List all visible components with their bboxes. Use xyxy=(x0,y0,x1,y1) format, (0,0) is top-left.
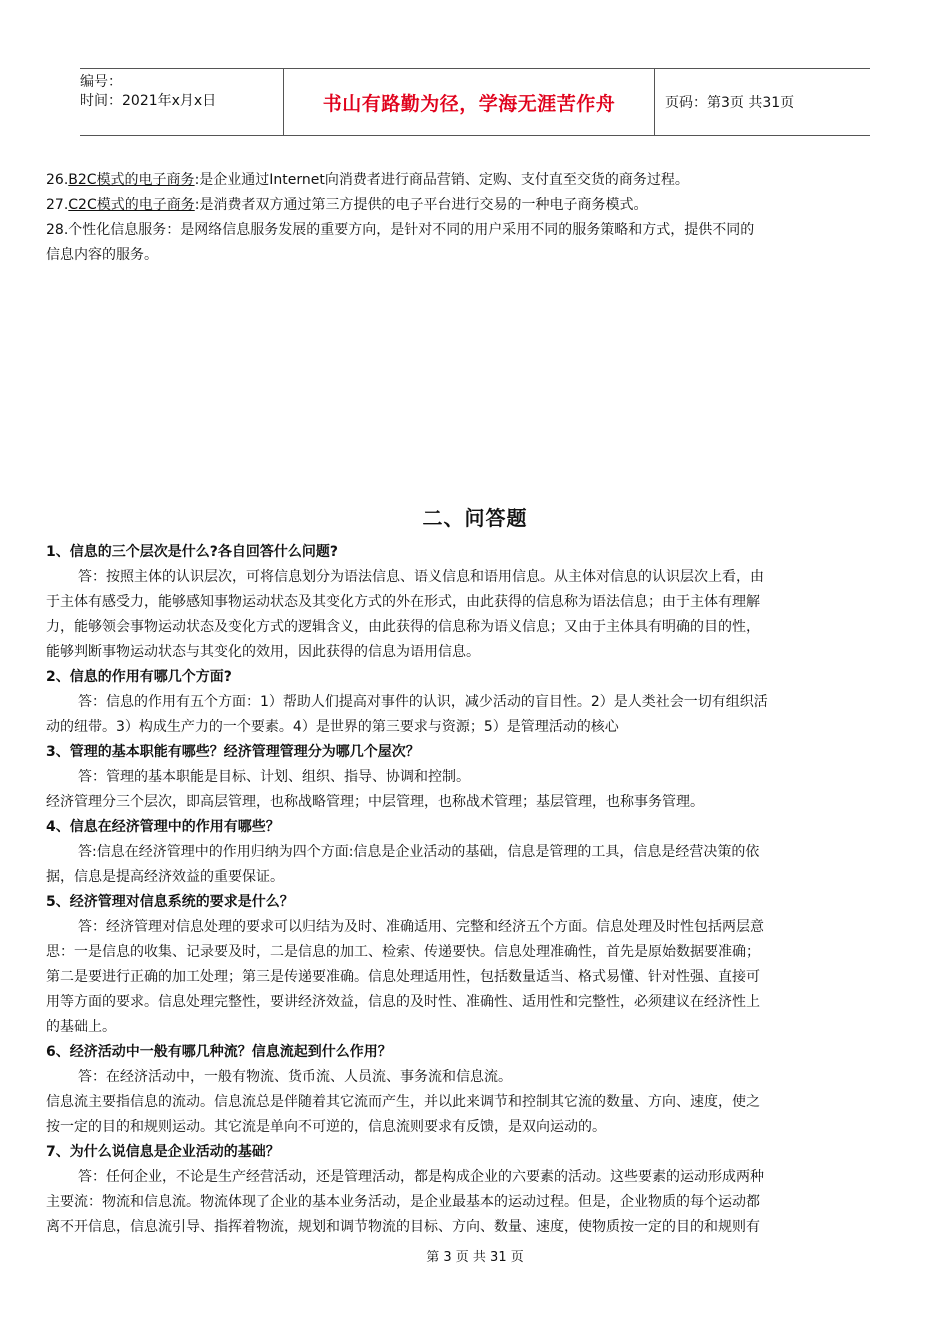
question: 3、管理的基本职能有哪些？经济管理管理分为哪几个屋次？ xyxy=(46,744,420,760)
answer-line: 力，能够领会事物运动状态及变化方式的逻辑含义，由此获得的信息称为语义信息；又由于主体具有明确的目的性， xyxy=(46,619,760,635)
answer-line: 的基础上。 xyxy=(46,1019,116,1035)
answer-line: 能够判断事物运动状态与其变化的效用，因此获得的信息为语用信息。 xyxy=(46,644,480,660)
answer-line: 动的纽带。3）构成生产力的一个要素。4）是世界的第三要求与资源；5）是管理活动的核心 xyxy=(46,719,619,735)
question: 1、信息的三个层次是什么?各自回答什么问题? xyxy=(46,544,338,560)
definition-term: C2C模式的电子商务 xyxy=(68,197,195,213)
definition-item: 28.个性化信息服务：是网络信息服务发展的重要方向，是针对不同的用户采用不同的服务策略和方式，提供不同的 xyxy=(46,222,755,238)
definition-item: 26.B2C模式的电子商务:是企业通过Internet向消费者进行商品营销、定购、支付直至交货的商务过程。 xyxy=(46,172,689,188)
answer-line: 据，信息是提高经济效益的重要保证。 xyxy=(46,869,284,885)
answer-line: 主要流：物流和信息流。物流体现了企业的基本业务活动，是企业最基本的运动过程。但是，企业物质的每个运动都 xyxy=(46,1194,760,1210)
question: 4、信息在经济管理中的作用有哪些？ xyxy=(46,819,280,835)
question: 5、经济管理对信息系统的要求是什么？ xyxy=(46,894,294,910)
answer-line: 于主体有感受力，能够感知事物运动状态及其变化方式的外在形式，由此获得的信息称为语法信息；由于主体有理解 xyxy=(46,594,760,610)
answer-line: 答：按照主体的认识层次，可将信息划分为语法信息、语义信息和语用信息。从主体对信息的认识层次上看，由 xyxy=(78,569,764,585)
page-footer: 第 3 页 共 31 页 xyxy=(426,1250,524,1265)
document-number-label: 编号： xyxy=(80,74,122,90)
answer-line: 信息流主要指信息的流动。信息流总是伴随着其它流而产生，并以此来调节和控制其它流的数量、方向、速度，使之 xyxy=(46,1094,760,1110)
header-page-number: 页码：第3页 共31页 xyxy=(665,95,795,111)
question: 2、信息的作用有哪几个方面? xyxy=(46,669,232,685)
answer-line: 答：管理的基本职能是目标、计划、组织、指导、协调和控制。 xyxy=(78,769,470,785)
question: 7、为什么说信息是企业活动的基础？ xyxy=(46,1144,280,1160)
answer-line: 第二是要进行正确的加工处理；第三是传递要准确。信息处理适用性，包括数量适当、格式易懂、针对性强、直接可 xyxy=(46,969,760,985)
answer-line: 离不开信息，信息流引导、指挥着物流，规划和调节物流的目标、方向、数量、速度，使物质按一定的目的和规则有 xyxy=(46,1219,760,1235)
section-title: 二、问答题 xyxy=(422,506,528,530)
definition-item: 27.C2C模式的电子商务:是消费者双方通过第三方提供的电子平台进行交易的一种电子商务模式。 xyxy=(46,197,648,213)
header-motto: 书山有路勤为径，学海无涯苦作舟 xyxy=(283,69,655,135)
answer-line: 答:信息在经济管理中的作用归纳为四个方面:信息是企业活动的基础，信息是管理的工具，信息是经营决策的依 xyxy=(78,844,760,860)
answer-line: 答：在经济活动中，一般有物流、货币流、人员流、事务流和信息流。 xyxy=(78,1069,512,1085)
answer-line: 用等方面的要求。信息处理完整性，要讲经济效益，信息的及时性、准确性、适用性和完整性，必须建议在经济性上 xyxy=(46,994,760,1010)
answer-line: 经济管理分三个层次，即高层管理，也称战略管理；中层管理，也称战术管理；基层管理，也称事务管理。 xyxy=(46,794,704,810)
question: 6、经济活动中一般有哪几种流？信息流起到什么作用？ xyxy=(46,1044,392,1060)
definitions-block xyxy=(46,168,904,268)
definition-term: B2C模式的电子商务 xyxy=(68,172,195,188)
definition-continuation: 信息内容的服务。 xyxy=(46,247,158,263)
answer-line: 按一定的目的和规则运动。其它流是单向不可逆的，信息流则要求有反馈，是双向运动的。 xyxy=(46,1119,606,1135)
answer-line: 思：一是信息的收集、记录要及时，二是信息的加工、检索、传递要快。信息处理准确性，首先是原始数据要准确； xyxy=(46,944,760,960)
qa-block xyxy=(46,540,904,1240)
page-header xyxy=(80,68,870,136)
header-meta xyxy=(80,69,283,135)
document-date: 时间：2021年x月x日 xyxy=(80,93,217,109)
answer-line: 答：经济管理对信息处理的要求可以归结为及时、准确适用、完整和经济五个方面。信息处理及时性包括两层意 xyxy=(78,919,764,935)
answer-line: 答：任何企业，不论是生产经营活动，还是管理活动，都是构成企业的六要素的活动。这些要素的运动形成两种 xyxy=(78,1169,764,1185)
answer-line: 答：信息的作用有五个方面：1）帮助人们提高对事件的认识，减少活动的盲目性。2）是人类社会一切有组织活 xyxy=(78,694,768,710)
